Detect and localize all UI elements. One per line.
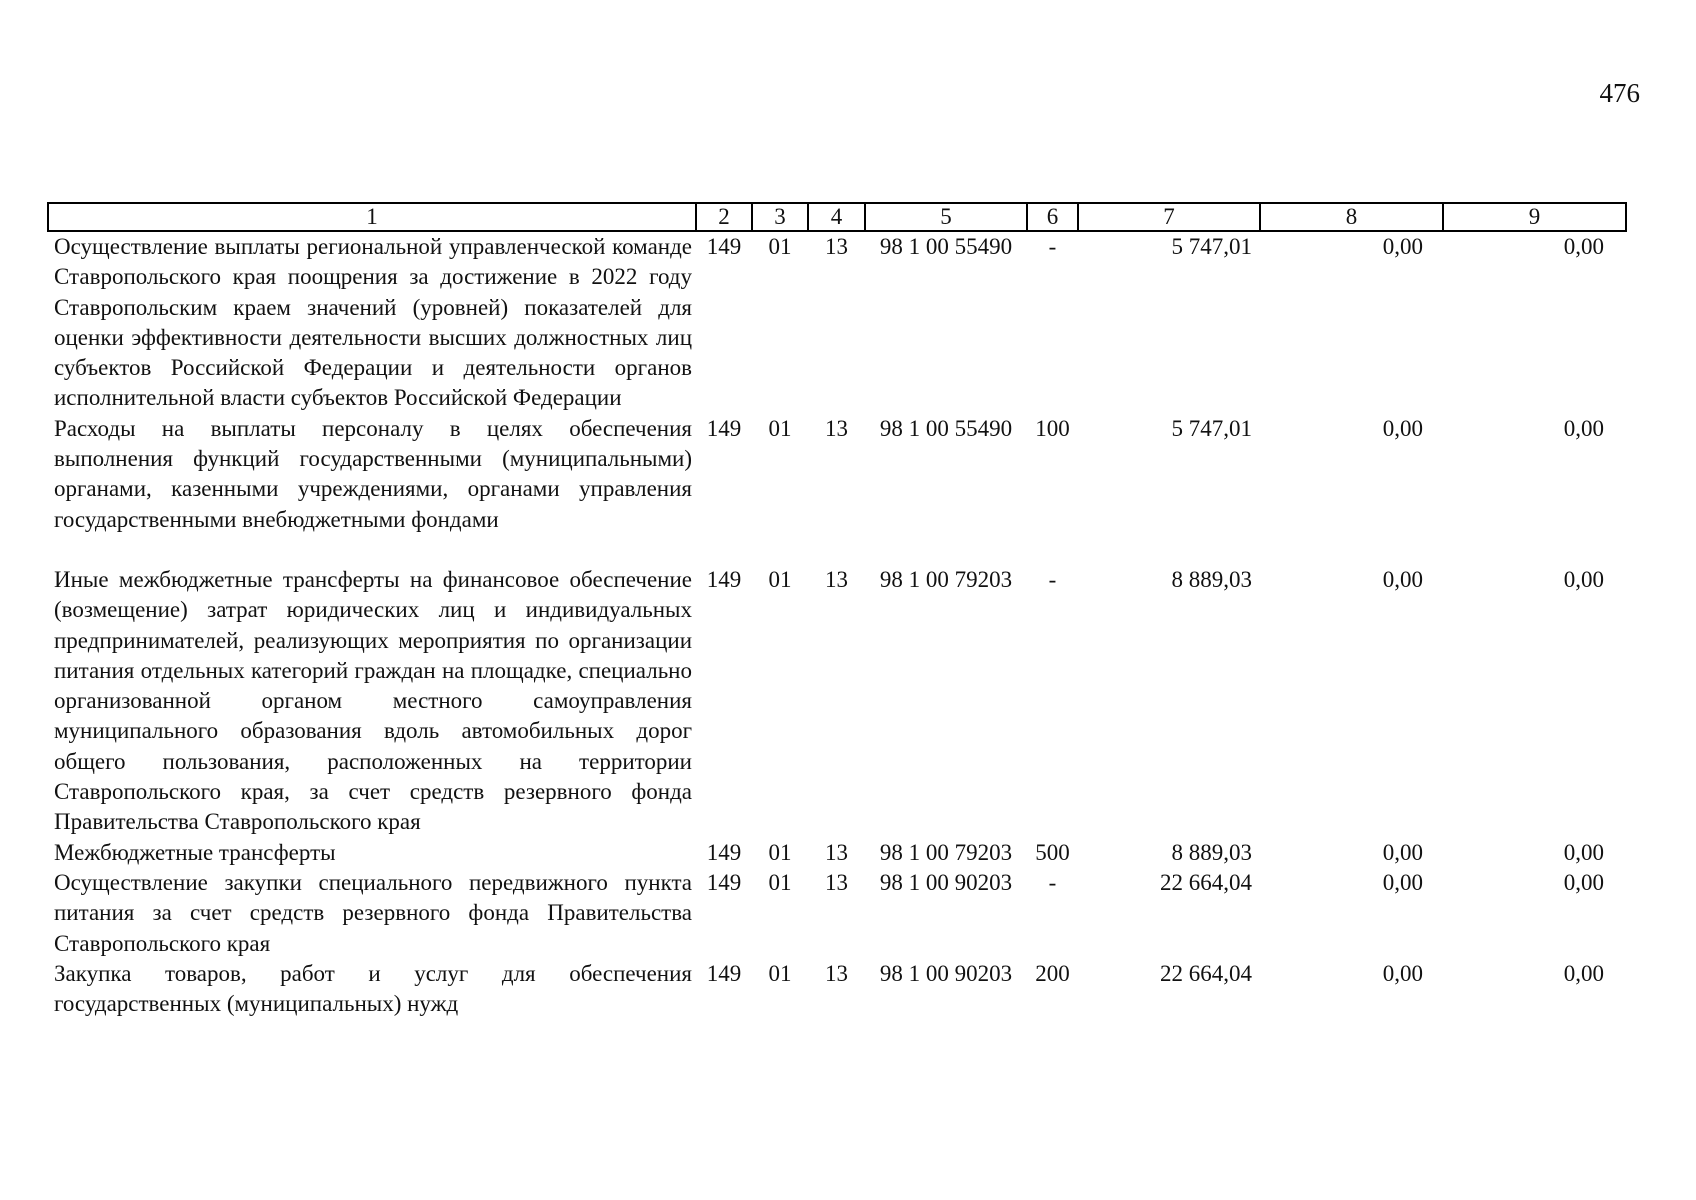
page-number: 476 xyxy=(1599,78,1640,108)
section-code: 01 xyxy=(768,566,792,592)
amount-col-9: 0,00 xyxy=(1563,839,1604,865)
header-cell-9: 9 xyxy=(1443,203,1626,231)
expense-name: Иные межбюджетные трансферты на финансовое обеспечение (возмещение) затрат юридических лиц и индивидуальных предпринимателей, реализующих мероприятия по организации питания отдельных категорий граждан на площадке, специально организованной органом местного самоуправления муниципального образования вдоль автомобильных дорог общего пользования, расположенных на территории Ставропольского края, за счет средств резервного фонда Правительства Ставропольского края xyxy=(54,566,692,835)
amount-col-7: 22 664,04 xyxy=(1160,960,1252,986)
section-code: 01 xyxy=(768,415,792,441)
target-article-code: 98 1 00 90203 xyxy=(879,869,1013,895)
amount-col-7: 8 889,03 xyxy=(1171,566,1252,592)
expense-name: Осуществление закупки специального передвижного пункта питания за счет средств резервного фонда Правительства Ставропольского края xyxy=(54,869,692,956)
amount-col-7: 5 747,01 xyxy=(1171,415,1252,441)
expense-type-code: - xyxy=(1048,869,1057,895)
header-cell-8: 8 xyxy=(1260,203,1443,231)
expense-type-code: 200 xyxy=(1035,960,1070,986)
subsection-code: 13 xyxy=(825,960,848,986)
subsection-code: 13 xyxy=(825,415,848,441)
amount-col-7: 8 889,03 xyxy=(1171,839,1252,865)
target-article-code: 98 1 00 55490 xyxy=(879,415,1013,441)
table-row xyxy=(48,868,1626,959)
expense-name: Закупка товаров, работ и услуг для обеспечения государственных (муниципальных) нужд xyxy=(54,960,692,1017)
table-row xyxy=(48,959,1626,1020)
target-article-code: 98 1 00 79203 xyxy=(879,839,1013,865)
ministry-code: 149 xyxy=(706,234,742,259)
section-code: 01 xyxy=(768,839,792,865)
target-article-code: 98 1 00 79203 xyxy=(879,566,1013,592)
amount-col-9: 0,00 xyxy=(1563,566,1604,592)
amount-col-8: 0,00 xyxy=(1382,566,1423,592)
amount-col-8: 0,00 xyxy=(1382,234,1423,259)
subsection-code: 13 xyxy=(825,566,848,592)
ministry-code: 149 xyxy=(706,415,742,441)
ministry-code: 149 xyxy=(706,839,742,865)
expense-type-code: 500 xyxy=(1035,839,1070,865)
header-cell-3: 3 xyxy=(752,203,808,231)
amount-col-8: 0,00 xyxy=(1382,869,1423,895)
subsection-code: 13 xyxy=(825,234,848,259)
amount-col-8: 0,00 xyxy=(1382,960,1423,986)
amount-col-9: 0,00 xyxy=(1563,869,1604,895)
amount-col-9: 0,00 xyxy=(1563,415,1604,441)
header-cell-7: 7 xyxy=(1078,203,1260,231)
budget-table xyxy=(47,202,1627,1019)
table-row xyxy=(48,838,1626,868)
section-code: 01 xyxy=(768,960,792,986)
expense-name: Осуществление выплаты региональной управленческой команде Ставропольского края поощрения за достижение в 2022 году Ставропольским краем значений (уровней) показателей для оценки эффективности деятельности высших должностных лиц субъектов Российской Федерации и деятельности органов исполнительной власти субъектов Российской Федерации xyxy=(54,234,692,411)
expense-type-code: 100 xyxy=(1035,415,1070,441)
column-number-row xyxy=(48,203,1626,231)
expense-type-code: - xyxy=(1048,234,1057,259)
header-cell-2: 2 xyxy=(696,203,752,231)
header-cell-6: 6 xyxy=(1027,203,1078,231)
subsection-code: 13 xyxy=(825,869,848,895)
target-article-code: 98 1 00 90203 xyxy=(879,960,1013,986)
table-row xyxy=(48,565,1626,838)
expense-type-code: - xyxy=(1048,566,1057,592)
table-row xyxy=(48,414,1626,565)
header-cell-4: 4 xyxy=(808,203,865,231)
ministry-code: 149 xyxy=(706,566,742,592)
amount-col-9: 0,00 xyxy=(1563,234,1604,259)
section-code: 01 xyxy=(768,869,792,895)
subsection-code: 13 xyxy=(825,839,848,865)
ministry-code: 149 xyxy=(706,960,742,986)
amount-col-7: 22 664,04 xyxy=(1160,869,1252,895)
amount-col-8: 0,00 xyxy=(1382,415,1423,441)
table-row xyxy=(48,231,1626,414)
ministry-code: 149 xyxy=(706,869,742,895)
target-article-code: 98 1 00 55490 xyxy=(879,234,1013,259)
expense-name: Межбюджетные трансферты xyxy=(54,839,336,865)
amount-col-9: 0,00 xyxy=(1563,960,1604,986)
header-cell-5: 5 xyxy=(865,203,1027,231)
amount-col-8: 0,00 xyxy=(1382,839,1423,865)
header-cell-1: 1 xyxy=(48,203,696,231)
section-code: 01 xyxy=(768,234,792,259)
expense-name: Расходы на выплаты персоналу в целях обеспечения выполнения функций государственными (муниципальными) органами, казенными учреждениями, органами управления государственными внебюджетными фондами xyxy=(54,415,692,532)
amount-col-7: 5 747,01 xyxy=(1171,234,1252,259)
